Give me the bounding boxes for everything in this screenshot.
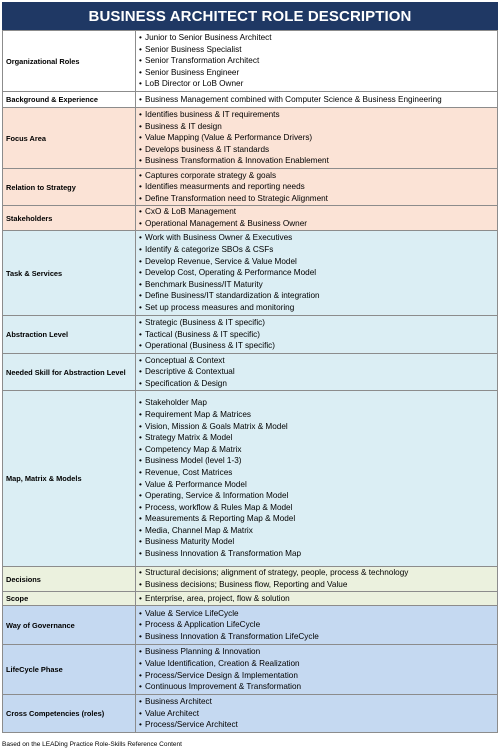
list-item-text: Business Maturity Model [145,537,235,547]
table-row [3,31,498,92]
list-item-text: Enterprise, area, project, flow & solution [145,593,290,603]
list-item [139,218,497,230]
list-item [139,366,497,378]
list-item-text: Business Architect [145,697,212,707]
list-item-text: Identifies business & IT requirements [145,110,280,120]
row-label: Cross Competencies (roles) [3,695,136,733]
list-item [139,170,497,182]
list-item [139,340,497,352]
bullet-icon: • [139,279,142,289]
row-items [136,592,498,606]
row-label: Decisions [3,567,136,592]
row-items [136,354,498,391]
list-item [139,619,497,631]
list-item [139,719,497,731]
bullet-icon: • [139,219,142,228]
list-item [139,44,497,56]
list-item [139,658,497,670]
list-item [139,144,497,156]
bullet-icon: • [139,207,142,217]
list-item [139,155,497,167]
bullet-icon: • [139,647,142,657]
bullet-icon: • [139,329,142,339]
list-item-text: Operational (Business & IT specific) [145,341,275,351]
row-items [136,567,498,592]
bullet-icon: • [139,378,142,388]
list-item [139,67,497,79]
list-item-text: Captures corporate strategy & goals [145,170,277,180]
bullet-icon: • [139,708,142,718]
bullet-icon: • [139,608,142,618]
bullet-icon: • [139,367,142,377]
list-item [139,94,497,106]
list-item-text: Competency Map & Matrix [145,444,242,454]
list-item [139,455,497,467]
list-item [139,109,497,121]
bullet-icon: • [139,631,142,641]
table-row [3,695,498,733]
table-row [3,592,498,606]
list-item-text: Senior Business Engineer [145,67,240,77]
row-label: Abstraction Level [3,316,136,354]
list-item-text: Business Planning & Innovation [145,647,261,657]
list-item [139,696,497,708]
bullet-icon: • [139,94,142,104]
list-item-text: Operating, Service & Information Model [145,491,289,501]
bullet-icon: • [139,697,142,707]
bullet-icon: • [139,502,142,512]
bullet-icon: • [139,133,142,143]
table-row [3,606,498,645]
row-items [136,695,498,733]
list-item [139,55,497,67]
bullet-icon: • [139,456,142,466]
list-item-text: Business Transformation & Innovation Enablement [145,156,329,166]
bullet-icon: • [139,720,142,730]
row-items [136,108,498,169]
list-item [139,490,497,502]
table-row [3,92,498,108]
list-item [139,32,497,44]
list-item-text: Descriptive & Contextual [145,367,235,377]
table-row [3,567,498,592]
bullet-icon: • [139,421,142,431]
list-item-text: CxO & LoB Management [145,207,237,217]
list-item [139,567,497,579]
row-label: Relation to Strategy [3,169,136,206]
list-item-text: Business Innovation & Transformation LifeCycle [145,631,319,641]
list-item-text: Identifies measurments and reporting needs [145,182,305,192]
bullet-icon: • [139,193,142,203]
list-item [139,548,497,560]
row-label: Background & Experience [3,92,136,108]
bullet-icon: • [139,620,142,630]
list-item-text: Process, workflow & Rules Map & Model [145,502,293,512]
list-item-text: Business & IT design [145,121,222,131]
row-label: Organizational Roles [3,31,136,92]
bullet-icon: • [139,409,142,419]
list-item-text: Identify & categorize SBOs & CSFs [145,245,274,255]
list-item [139,513,497,525]
list-item [139,536,497,548]
list-item-text: Set up process measures and monitoring [145,302,295,312]
bullet-icon: • [139,56,142,66]
bullet-icon: • [139,44,142,54]
table-row [3,391,498,567]
bullet-icon: • [139,537,142,547]
bullet-icon: • [139,33,142,43]
list-item [139,302,497,314]
bullet-icon: • [139,268,142,278]
table-row [3,108,498,169]
list-item [139,467,497,479]
list-item [139,244,497,256]
list-item-text: Develops business & IT standards [145,144,270,154]
list-item [139,267,497,279]
list-item [139,397,497,409]
list-item-text: Value Mapping (Value & Performance Drivers) [145,133,313,143]
row-items [136,391,498,567]
bullet-icon: • [139,658,142,668]
table-row [3,231,498,316]
row-label: Task & Services [3,231,136,316]
table-body [3,31,498,733]
bullet-icon: • [139,156,142,166]
list-item [139,681,497,693]
row-items [136,169,498,206]
list-item [139,78,497,90]
bullet-icon: • [139,182,142,192]
list-item-text: Value & Service LifeCycle [145,608,239,618]
bullet-icon: • [139,549,142,559]
list-item-text: Define Business/IT standardization & integration [145,291,320,301]
list-item-text: LoB Director or LoB Owner [145,79,244,89]
bullet-icon: • [139,233,142,243]
bullet-icon: • [139,568,142,578]
row-label: Way of Governance [3,606,136,645]
bullet-icon: • [139,514,142,524]
list-item-text: Junior to Senior Business Architect [145,33,272,43]
bullet-icon: • [139,79,142,89]
list-item-text: Revenue, Cost Matrices [145,467,233,477]
list-item-text: Develop Revenue, Service & Value Model [145,256,297,266]
bullet-icon: • [139,121,142,131]
row-items [136,316,498,354]
list-item [139,444,497,456]
list-item [139,502,497,514]
list-item-text: Media, Channel Map & Matrix [145,525,253,535]
table-row [3,206,498,231]
list-item-text: Develop Cost, Operating & Performance Model [145,268,317,278]
list-item [139,432,497,444]
list-item-text: Value Architect [145,708,200,718]
list-item [139,121,497,133]
document-title: BUSINESS ARCHITECT ROLE DESCRIPTION [2,2,498,30]
list-item-text: Process/Service Architect [145,720,238,730]
bullet-icon: • [139,444,142,454]
list-item-text: Specification & Design [145,378,227,388]
list-item-text: Work with Business Owner & Executives [145,233,293,243]
list-item-text: Benchmark Business/IT Maturity [145,279,263,289]
list-item-text: Operational Management & Business Owner [145,219,308,228]
list-item-text: Business Model (level 1-3) [145,456,242,466]
table-row [3,645,498,695]
list-item-text: Measurements & Reporting Map & Model [145,514,296,524]
row-label: LifeCycle Phase [3,645,136,695]
list-item-text: Conceptual & Context [145,355,225,365]
list-item-text: Requirement Map & Matrices [145,409,252,419]
bullet-icon: • [139,479,142,489]
bullet-icon: • [139,67,142,77]
bullet-icon: • [139,341,142,351]
list-item-text: Business decisions; Business flow, Reporting and Value [145,580,348,589]
row-items [136,606,498,645]
role-description-table [2,30,498,733]
row-label: Map, Matrix & Models [3,391,136,567]
row-items [136,206,498,231]
list-item-text: Process/Service Design & Implementation [145,670,298,680]
list-item-text: Strategy Matrix & Model [145,433,233,443]
list-item-text: Business Innovation & Transformation Map [145,549,302,559]
list-item [139,181,497,193]
source-footnote: Based on the LEADing Practice Role-Skills Reference Content [2,741,182,748]
list-item-text: Business Management combined with Computer Science & Business Engineering [145,94,442,104]
list-item [139,646,497,658]
list-item [139,708,497,720]
list-item [139,193,497,205]
list-item [139,525,497,537]
list-item-text: Vision, Mission & Goals Matrix & Model [145,421,288,431]
bullet-icon: • [139,355,142,365]
bullet-icon: • [139,302,142,312]
list-item-text: Process & Application LifeCycle [145,620,261,630]
bullet-icon: • [139,467,142,477]
row-items [136,92,498,108]
list-item-text: Strategic (Business & IT specific) [145,318,265,328]
list-item [139,608,497,620]
bullet-icon: • [139,670,142,680]
list-item [139,290,497,302]
list-item [139,670,497,682]
list-item [139,256,497,268]
bullet-icon: • [139,593,142,603]
list-item [139,593,497,605]
list-item-text: Senior Transformation Architect [145,56,260,66]
list-item [139,132,497,144]
bullet-icon: • [139,491,142,501]
bullet-icon: • [139,318,142,328]
bullet-icon: • [139,245,142,255]
list-item-text: Value & Performance Model [145,479,247,489]
bullet-icon: • [139,525,142,535]
bullet-icon: • [139,682,142,692]
list-item [139,579,497,591]
list-item [139,355,497,367]
bullet-icon: • [139,170,142,180]
list-item-text: Define Transformation need to Strategic Alignment [145,193,328,203]
list-item [139,631,497,643]
bullet-icon: • [139,110,142,120]
list-item [139,421,497,433]
bullet-icon: • [139,398,142,408]
list-item-text: Continuous Improvement & Transformation [145,682,302,692]
bullet-icon: • [139,144,142,154]
list-item [139,206,497,218]
row-label: Focus Area [3,108,136,169]
list-item-text: Tactical (Business & IT specific) [145,329,260,339]
row-items [136,31,498,92]
bullet-icon: • [139,433,142,443]
row-label: Scope [3,592,136,606]
list-item [139,329,497,341]
list-item-text: Stakeholder Map [145,398,207,408]
bullet-icon: • [139,256,142,266]
list-item-text: Structural decisions; alignment of strategy, people, process & technology [145,568,409,578]
list-item [139,279,497,291]
table-row [3,354,498,391]
table-row [3,169,498,206]
bullet-icon: • [139,291,142,301]
list-item [139,232,497,244]
list-item [139,378,497,390]
bullet-icon: • [139,580,142,589]
table-row [3,316,498,354]
list-item-text: Value Identification, Creation & Realization [145,658,300,668]
row-items [136,645,498,695]
row-label: Stakeholders [3,206,136,231]
row-items [136,231,498,316]
list-item [139,479,497,491]
row-label: Needed Skill for Abstraction Level [3,354,136,391]
list-item [139,317,497,329]
list-item-text: Senior Business Specialist [145,44,242,54]
list-item [139,409,497,421]
